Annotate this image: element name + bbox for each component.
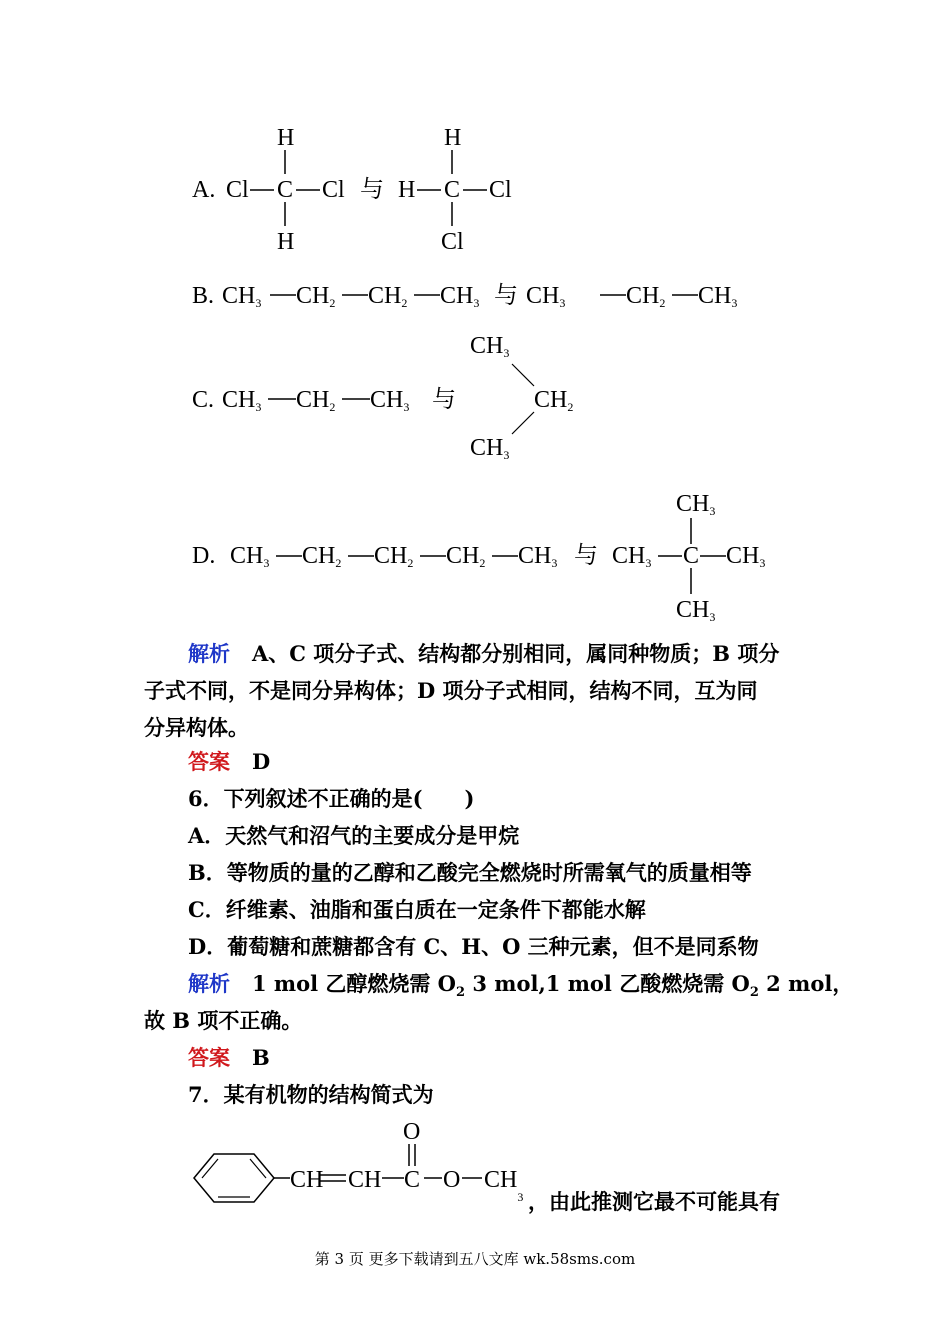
option-label: B. <box>192 283 215 309</box>
option-label: A. <box>192 177 216 203</box>
answer-label: 答案 <box>188 1045 230 1070</box>
option-b-structure <box>192 282 738 318</box>
option-label: C. <box>192 387 215 413</box>
group: $CH_3$ <box>676 491 716 518</box>
q6-answer <box>188 1040 270 1076</box>
group: $CH_2$ <box>446 543 486 570</box>
yu-text: 与 <box>574 543 598 569</box>
group: $CH_3$ <box>526 283 566 310</box>
q7-structure <box>188 1118 538 1218</box>
analysis-label: 解析 <box>188 641 230 666</box>
atom: O <box>443 1167 461 1193</box>
group: $CH_3$ <box>698 283 738 310</box>
group: $CH_2$ <box>626 283 666 310</box>
group: CH <box>290 1167 324 1193</box>
q6-option-d: D．葡萄糖和蔗糖都含有 C、H、O 三种元素，但不是同系物 <box>188 934 759 959</box>
option-c-structure <box>192 330 612 470</box>
group: $CH_2$ <box>374 543 414 570</box>
atom: C <box>404 1167 421 1193</box>
group: $CH_3$ <box>726 543 766 570</box>
analysis-text: 2 mol， <box>758 971 854 996</box>
group: CH <box>348 1167 382 1193</box>
atom: Cl <box>226 177 249 203</box>
q6-option-a: A．天然气和沼气的主要成分是甲烷 <box>188 823 520 848</box>
atom: C <box>683 543 700 569</box>
group: $CH_2$ <box>296 283 336 310</box>
q7-continuation: ，由此推测它最不可能具有 <box>528 1189 780 1214</box>
atom: H <box>398 177 416 203</box>
yu-text: 与 <box>360 177 384 203</box>
q5-analysis-line2: 子式不同，不是同分异构体；D 项分子式相同，结构不同，互为同 <box>144 678 758 703</box>
subscript: 2 <box>749 985 759 1001</box>
analysis-text: 3 mol,1 mol 乙酸燃烧需 O <box>465 971 750 996</box>
group: $CH_3$ <box>612 543 652 570</box>
atom: H <box>277 229 295 255</box>
answer-label: 答案 <box>188 749 230 774</box>
q6-option-b: B．等物质的量的乙醇和乙酸完全燃烧时所需氧气的质量相等 <box>188 860 752 885</box>
q6-stem: 6．下列叙述不正确的是( ) <box>188 786 475 811</box>
group: $CH_3$ <box>230 543 270 570</box>
group: $CH_3$ <box>484 1167 524 1204</box>
atom: C <box>277 177 294 203</box>
q6-option-c: C．纤维素、油脂和蛋白质在一定条件下都能水解 <box>188 897 646 922</box>
option-d-structure <box>192 486 792 626</box>
answer-value: D <box>251 749 271 774</box>
group: $CH_2$ <box>534 387 574 414</box>
q5-answer <box>188 744 270 780</box>
benzene-ring <box>194 1154 274 1202</box>
group: $CH_3$ <box>222 387 262 414</box>
atom: H <box>277 125 295 151</box>
yu-text: 与 <box>494 283 518 309</box>
atom: Cl <box>441 229 464 255</box>
group: $CH_3$ <box>370 387 410 414</box>
option-a-structure <box>192 122 522 262</box>
group: $CH_3$ <box>440 283 480 310</box>
subscript: 2 <box>455 985 466 1001</box>
atom: O <box>403 1119 421 1145</box>
group: $CH_2$ <box>296 387 336 414</box>
group: $CH_2$ <box>368 283 408 310</box>
q6-analysis-line2: 故 B 项不正确。 <box>144 1008 303 1033</box>
atom: Cl <box>322 177 345 203</box>
group: $CH_3$ <box>518 543 558 570</box>
group: $CH_3$ <box>470 333 510 360</box>
q5-analysis-line3: 分异构体。 <box>144 715 249 740</box>
page-footer: 第 3 页 更多下载请到五八文库 wk.58sms.com <box>314 1250 636 1268</box>
group: $CH_3$ <box>470 435 510 462</box>
group: $CH_3$ <box>676 597 716 624</box>
analysis-label: 解析 <box>188 971 230 996</box>
q5-analysis-line1 <box>188 636 779 672</box>
group: $CH_3$ <box>222 283 262 310</box>
q7-stem: 7．某有机物的结构简式为 <box>188 1082 434 1107</box>
answer-value: B <box>251 1045 270 1070</box>
option-label: D. <box>192 543 216 569</box>
analysis-text: 1 mol 乙醇燃烧需 O <box>251 971 456 996</box>
analysis-text: A、C 项分子式、结构都分别相同，属同种物质；B 项分 <box>251 641 780 666</box>
atom: C <box>444 177 461 203</box>
yu-text: 与 <box>432 387 456 413</box>
atom: H <box>444 125 462 151</box>
group: $CH_2$ <box>302 543 342 570</box>
atom: Cl <box>489 177 512 203</box>
